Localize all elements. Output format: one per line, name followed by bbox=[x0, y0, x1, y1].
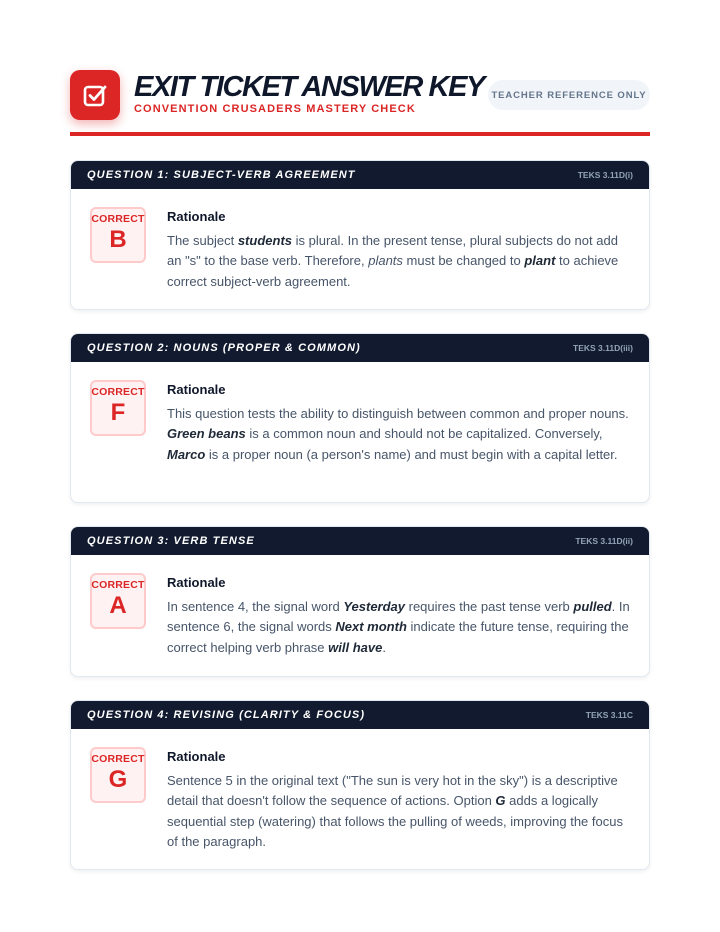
emphasized-term: Marco bbox=[167, 446, 206, 462]
rationale-run: This question tests the ability to distinguish between common and proper nouns. bbox=[167, 406, 629, 421]
answer-letter: F bbox=[110, 399, 126, 426]
correct-label: CORRECT bbox=[91, 386, 145, 398]
question-title: QUESTION 1: SUBJECT-VERB AGREEMENT bbox=[87, 169, 356, 181]
rationale-run: Sentence 5 in the original text ("The sun is very hot in the sky") is a descriptive detail that doesn't follow the sequence of actions. Option bbox=[167, 773, 618, 809]
rationale-text bbox=[167, 231, 633, 292]
question-title: QUESTION 3: VERB TENSE bbox=[87, 535, 255, 547]
correct-label: CORRECT bbox=[91, 753, 145, 765]
emphasized-term: pulled bbox=[573, 599, 612, 614]
rationale-run: indicate the future tense, requiring the correct helping verb phrase bbox=[167, 619, 629, 655]
rationale-run: adds a logically sequential step (watering) that follows the pulling of weeds, improving the focus of the paragraph. bbox=[167, 793, 623, 849]
question-header bbox=[71, 161, 649, 189]
rationale-run: The subject bbox=[167, 233, 238, 248]
answer-letter: G bbox=[108, 766, 128, 793]
rationale-run: must be changed to bbox=[402, 253, 525, 269]
question-card-3 bbox=[70, 526, 650, 677]
rationale-run: is plural. In the present tense, plural subjects do not add an "s" to the base verb. Therefore, bbox=[167, 233, 618, 269]
question-card-2 bbox=[70, 333, 650, 503]
emphasized-term: will have bbox=[328, 639, 383, 655]
teks-code: TEKS 3.11D(iii) bbox=[573, 343, 633, 353]
page-header bbox=[70, 66, 650, 122]
answer-box bbox=[90, 207, 146, 263]
rationale-run: is a common noun and should not be capitalized. Conversely, bbox=[245, 426, 603, 442]
checkbox-logo-icon bbox=[70, 70, 120, 120]
answer-box bbox=[90, 573, 146, 629]
answer-letter: B bbox=[109, 226, 127, 253]
question-title: QUESTION 4: REVISING (CLARITY & FOCUS) bbox=[87, 709, 366, 721]
rationale-run: . In sentence 6, the signal words bbox=[167, 599, 630, 635]
emphasized-term: G bbox=[495, 793, 506, 809]
teks-code: TEKS 3.11C bbox=[585, 710, 633, 720]
rationale-heading: Rationale bbox=[167, 382, 226, 397]
correct-label: CORRECT bbox=[91, 213, 145, 225]
rationale-text bbox=[167, 404, 633, 465]
emphasized-term: Green beans bbox=[167, 426, 246, 442]
teks-code: TEKS 3.11D(i) bbox=[577, 170, 633, 180]
rationale-run: . bbox=[382, 639, 386, 655]
page-title: EXIT TICKET ANSWER KEY bbox=[134, 71, 484, 103]
question-card-4 bbox=[70, 700, 650, 870]
page-subtitle: CONVENTION CRUSADERS MASTERY CHECK bbox=[134, 103, 416, 115]
emphasized-term: students bbox=[237, 233, 292, 248]
emphasized-term: Next month bbox=[335, 619, 407, 635]
header-divider bbox=[70, 132, 650, 136]
rationale-run: In sentence 4, the signal word bbox=[167, 599, 344, 614]
rationale-heading: Rationale bbox=[167, 575, 226, 590]
rationale-run: is a proper noun (a person's name) and must begin with a capital letter. bbox=[205, 446, 618, 462]
question-title: QUESTION 2: NOUNS (PROPER & COMMON) bbox=[87, 342, 361, 354]
emphasized-term: plant bbox=[524, 253, 556, 269]
correct-label: CORRECT bbox=[91, 579, 145, 591]
emphasized-term: Yesterday bbox=[343, 599, 406, 614]
question-card-1 bbox=[70, 160, 650, 310]
rationale-run: to achieve correct subject-verb agreement. bbox=[167, 253, 619, 289]
rationale-text bbox=[167, 597, 633, 658]
answer-key-page bbox=[70, 66, 650, 122]
rationale-run: requires the past tense verb bbox=[405, 599, 574, 614]
question-header bbox=[71, 334, 649, 362]
rationale-heading: Rationale bbox=[167, 209, 226, 224]
question-header bbox=[71, 527, 649, 555]
answer-box bbox=[90, 747, 146, 803]
answer-letter: A bbox=[109, 592, 127, 619]
answer-box bbox=[90, 380, 146, 436]
italic-term: plants bbox=[368, 253, 403, 269]
teks-code: TEKS 3.11D(ii) bbox=[575, 536, 633, 546]
teacher-reference-badge: TEACHER REFERENCE ONLY bbox=[488, 80, 650, 110]
rationale-heading: Rationale bbox=[167, 749, 226, 764]
question-header bbox=[71, 701, 649, 729]
rationale-text bbox=[167, 771, 633, 852]
